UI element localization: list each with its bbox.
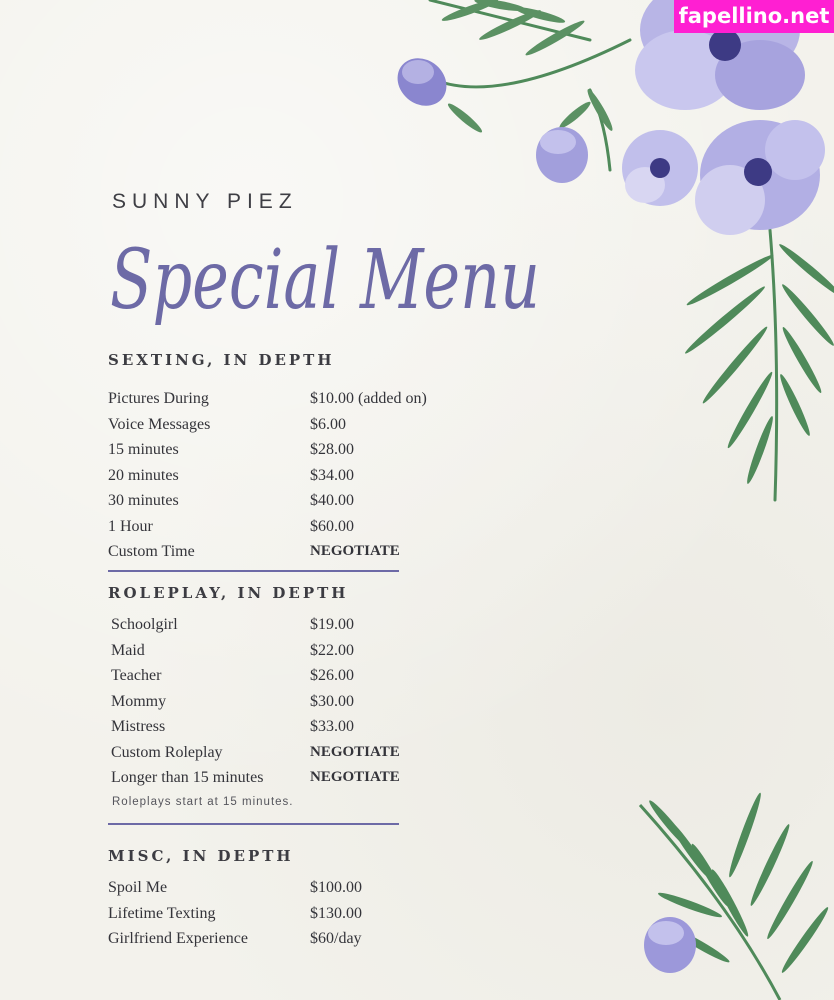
item-label: Longer than 15 minutes	[111, 769, 264, 786]
section-heading-sexting: SEXTING, IN DEPTH	[108, 351, 335, 369]
section-divider	[108, 570, 399, 572]
item-price: $40.00	[310, 492, 354, 509]
item-label: Custom Roleplay	[111, 743, 223, 761]
item-label: Maid	[111, 641, 145, 659]
item-label: Schoolgirl	[111, 616, 178, 633]
svg-text:Special Menu: Special Menu	[110, 233, 540, 328]
item-label: 1 Hour	[108, 517, 153, 535]
item-label: Spoil Me	[108, 879, 168, 896]
page-title-script	[110, 218, 570, 338]
item-label: Mistress	[111, 718, 166, 735]
item-price: $30.00	[310, 692, 354, 710]
watermark: fapellino.net	[674, 0, 834, 33]
item-price: NEGOTIATE	[310, 743, 400, 760]
item-price: NEGOTIATE	[310, 769, 400, 785]
item-price: $6.00	[310, 415, 346, 433]
item-label: 15 minutes	[108, 441, 179, 458]
item-label: Teacher	[111, 667, 162, 684]
item-price: $10.00 (added on)	[310, 390, 427, 407]
item-price: $60.00	[310, 517, 354, 535]
item-label: Lifetime Texting	[108, 904, 216, 922]
item-label: Pictures During	[108, 390, 209, 407]
section-divider	[108, 823, 399, 825]
item-price: $28.00	[310, 441, 354, 458]
section-heading-roleplay: ROLEPLAY, IN DEPTH	[108, 584, 349, 602]
item-label: 20 minutes	[108, 466, 179, 484]
item-price: $33.00	[310, 718, 354, 735]
item-price: $130.00	[310, 904, 362, 922]
item-label: 30 minutes	[108, 492, 179, 509]
roleplay-note: Roleplays start at 15 minutes.	[112, 796, 294, 808]
item-label: Girlfriend Experience	[108, 930, 248, 947]
item-label: Voice Messages	[108, 415, 211, 433]
item-label: Custom Time	[108, 543, 195, 560]
item-price: NEGOTIATE	[310, 543, 400, 559]
item-price: $60/day	[310, 930, 362, 947]
item-label: Mommy	[111, 692, 167, 710]
item-price: $26.00	[310, 667, 354, 684]
section-heading-misc: MISC, IN DEPTH	[108, 847, 294, 865]
floral-bottom-right-decoration	[630, 795, 834, 1000]
item-price: $22.00	[310, 641, 354, 659]
item-price: $34.00	[310, 466, 354, 484]
brand-name: SUNNY PIEZ	[112, 190, 298, 213]
item-price: $100.00	[310, 879, 362, 896]
item-price: $19.00	[310, 616, 354, 633]
